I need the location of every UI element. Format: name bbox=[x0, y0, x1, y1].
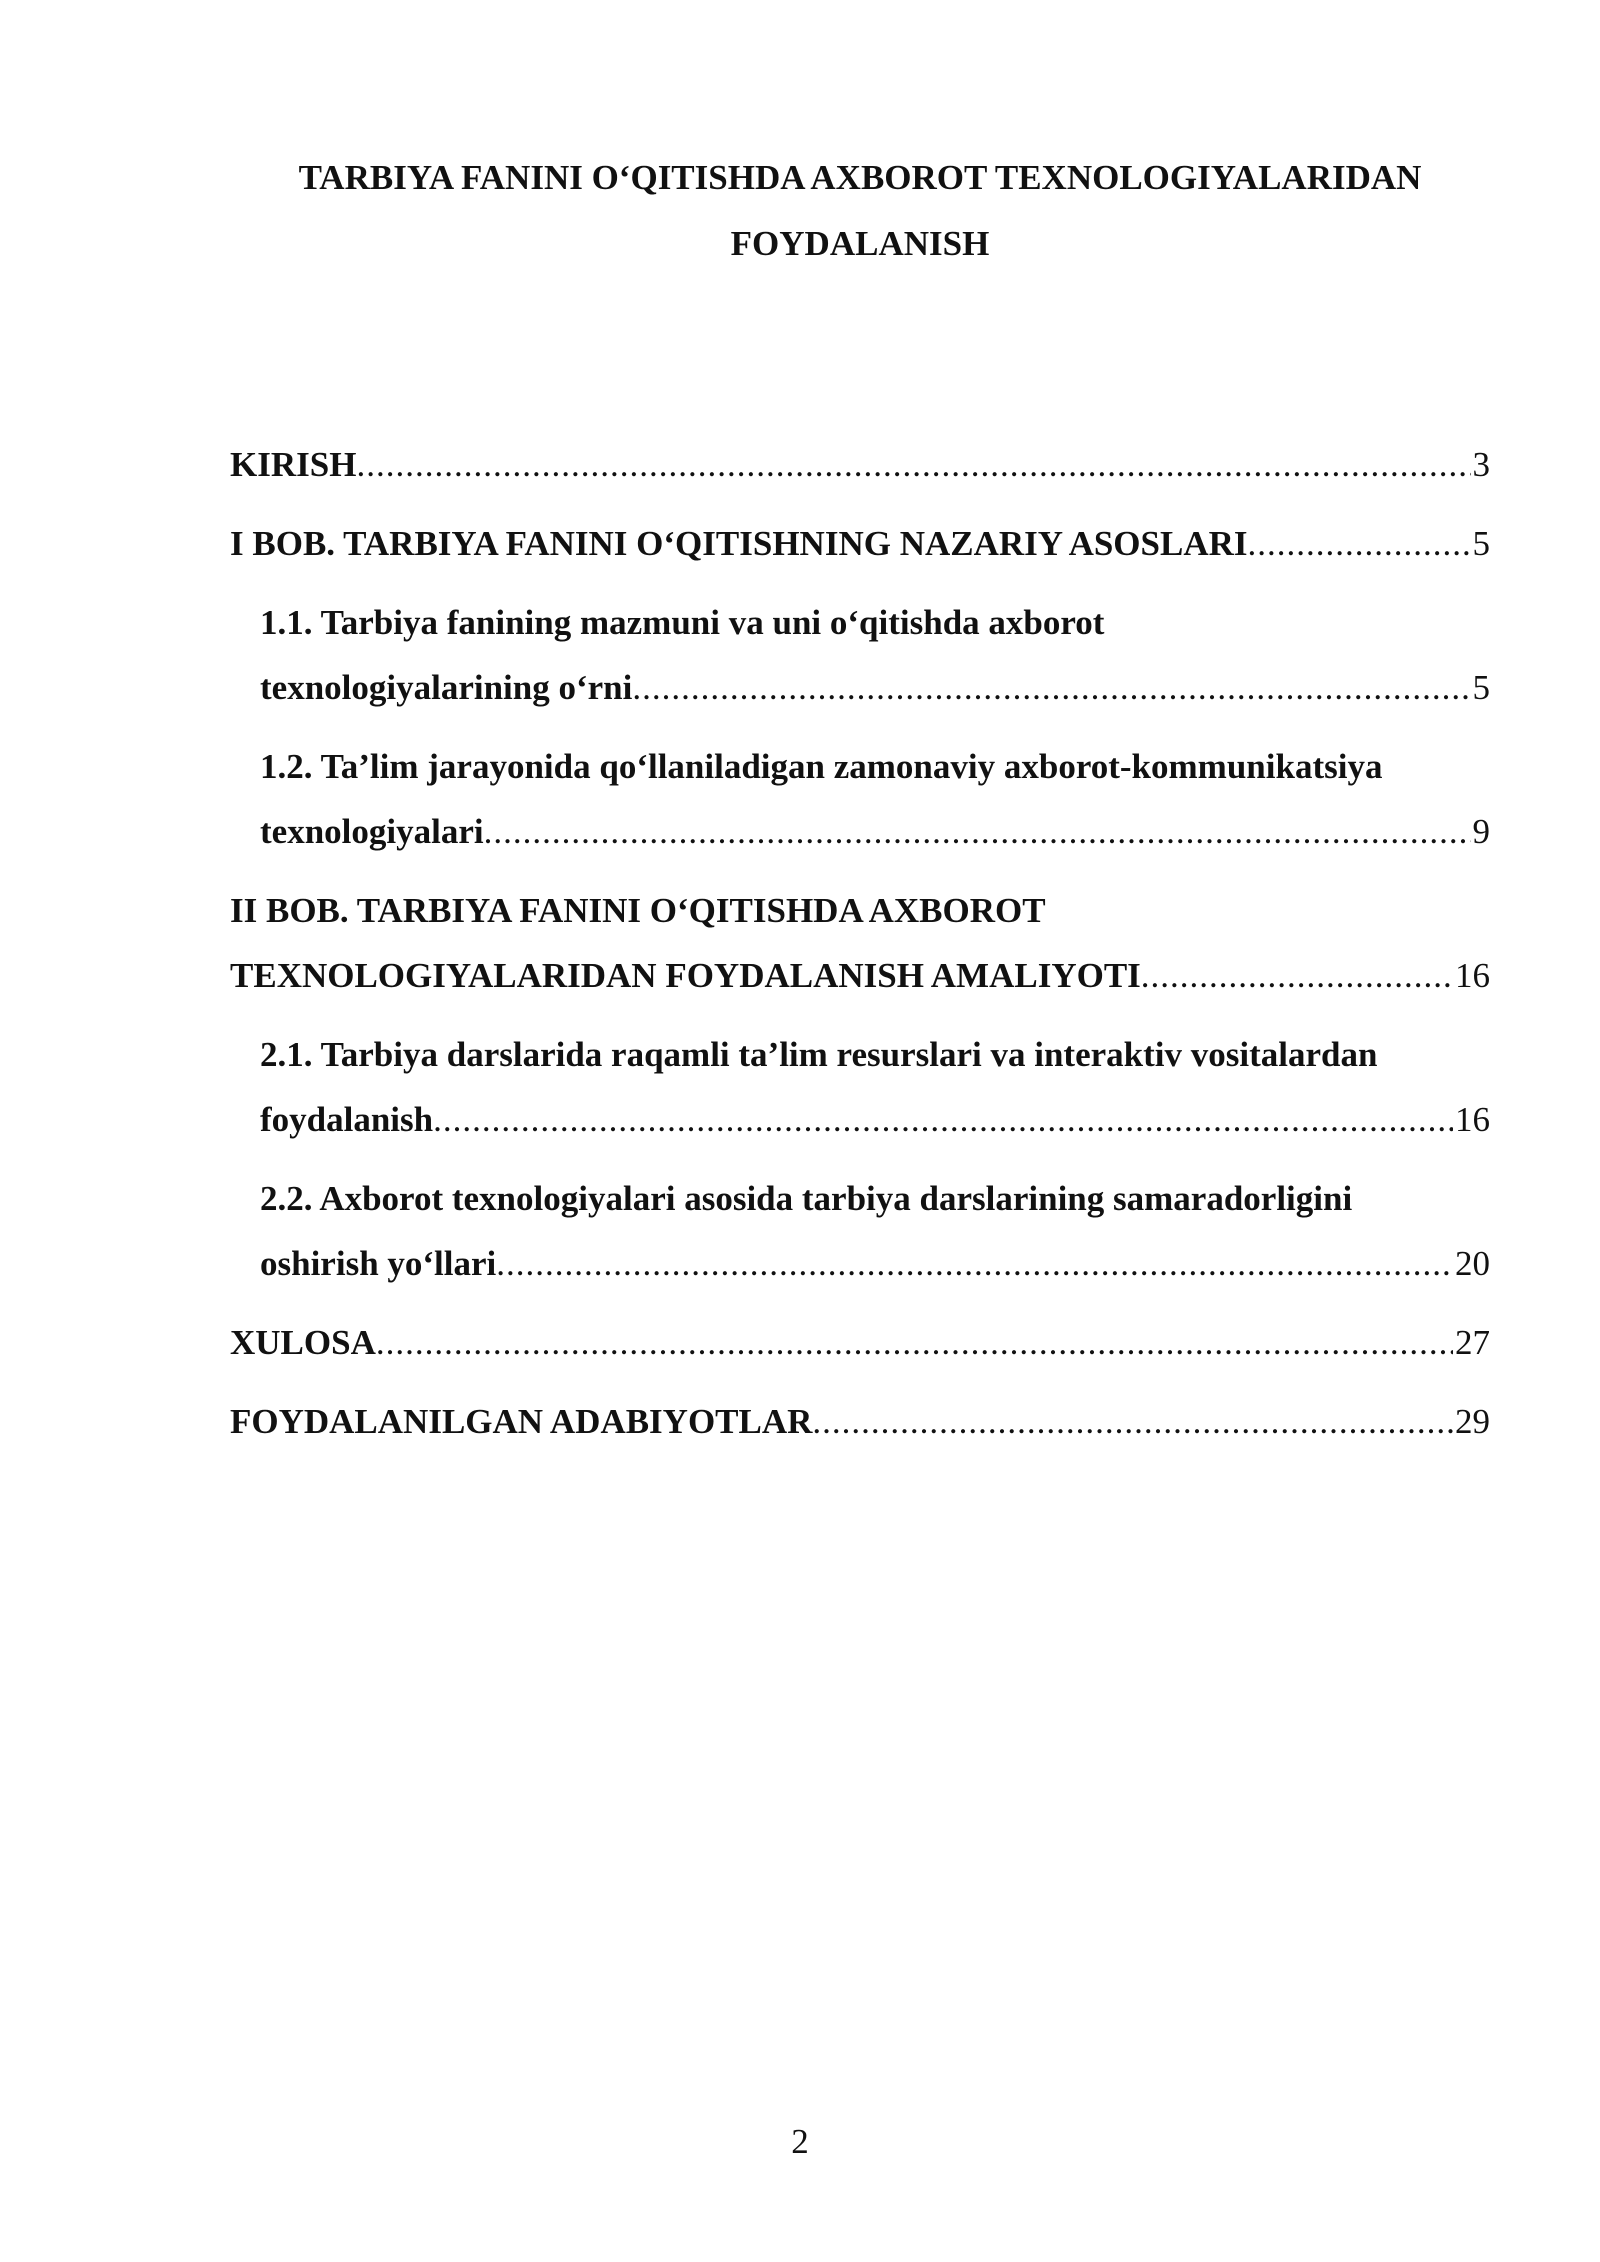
toc-entry-references[interactable] bbox=[230, 1389, 1490, 1454]
toc-leader-dots bbox=[812, 1389, 1453, 1454]
toc-leader-dots bbox=[433, 1087, 1453, 1152]
toc-entry-line bbox=[230, 1389, 1490, 1454]
toc-entry-line bbox=[260, 1231, 1490, 1296]
toc-entry-title-first-line: 1.2. Ta’lim jarayonida qo‘llaniladigan zamonaviy axborot-kommunikatsiya bbox=[260, 747, 1383, 786]
toc-entry-title: texnologiyalari bbox=[260, 812, 484, 851]
toc-entry-line bbox=[230, 511, 1490, 576]
toc-entry-line bbox=[260, 1087, 1490, 1152]
toc-entry-page: 16 bbox=[1455, 1100, 1490, 1139]
toc-leader-dots bbox=[1141, 943, 1453, 1008]
toc-entry-section-2-2[interactable] bbox=[260, 1166, 1490, 1296]
toc-entry-title: XULOSA bbox=[230, 1323, 376, 1362]
toc-entry-page: 9 bbox=[1472, 812, 1490, 851]
toc-entry-title-first-line: 1.1. Tarbiya fanining mazmuni va uni o‘qitishda axborot bbox=[260, 603, 1105, 642]
page-number: 2 bbox=[791, 2122, 809, 2161]
toc-entry-title: foydalanish bbox=[260, 1100, 434, 1139]
toc-entry-title: KIRISH bbox=[230, 445, 357, 484]
toc-entry-title-first-line: 2.1. Tarbiya darslarida raqamli ta’lim resurslari va interaktiv vositalardan bbox=[260, 1035, 1378, 1074]
toc-entry-title: oshirish yo‘llari bbox=[260, 1244, 497, 1283]
toc-entry-title: texnologiyalarining o‘rni bbox=[260, 668, 633, 707]
toc-entry-line bbox=[230, 432, 1490, 497]
toc-entry-section-2-1[interactable] bbox=[260, 1022, 1490, 1152]
toc-entry-line bbox=[260, 655, 1490, 720]
toc-leader-dots bbox=[1248, 511, 1471, 576]
title-line-1: TARBIYA FANINI O‘QITISHDA AXBOROT TEXNOLOGIYALARIDAN bbox=[298, 158, 1422, 197]
document-title bbox=[200, 145, 1520, 277]
title-line-2: FOYDALANISH bbox=[730, 224, 990, 263]
toc-entry-page: 27 bbox=[1455, 1323, 1490, 1362]
toc-entry-line bbox=[230, 943, 1490, 1008]
toc-entry-section-1-2[interactable] bbox=[260, 734, 1490, 864]
toc-entry-section-1-1[interactable] bbox=[260, 590, 1490, 720]
toc-entry-chapter-2[interactable] bbox=[230, 878, 1490, 1008]
toc-leader-dots bbox=[376, 1310, 1453, 1375]
toc-entry-page: 16 bbox=[1455, 956, 1490, 995]
toc-leader-dots bbox=[484, 799, 1471, 864]
toc-entry-chapter-1[interactable] bbox=[230, 511, 1490, 576]
toc-entry-title: I BOB. TARBIYA FANINI O‘QITISHNING NAZARIY ASOSLARI bbox=[230, 524, 1248, 563]
toc-entry-xulosa[interactable] bbox=[230, 1310, 1490, 1375]
toc-entry-kirish[interactable] bbox=[230, 432, 1490, 497]
table-of-contents bbox=[230, 432, 1490, 1468]
toc-entry-line bbox=[260, 799, 1490, 864]
toc-entry-line bbox=[230, 1310, 1490, 1375]
toc-leader-dots bbox=[632, 655, 1470, 720]
toc-leader-dots bbox=[356, 432, 1470, 497]
toc-entry-title-first-line: 2.2. Axborot texnologiyalari asosida tarbiya darslarining samaradorligini bbox=[260, 1179, 1353, 1218]
toc-entry-page: 20 bbox=[1455, 1244, 1490, 1283]
toc-entry-title: FOYDALANILGAN ADABIYOTLAR bbox=[230, 1402, 813, 1441]
toc-entry-title: TEXNOLOGIYALARIDAN FOYDALANISH AMALIYOTI bbox=[230, 956, 1141, 995]
toc-entry-page: 5 bbox=[1472, 524, 1490, 563]
toc-entry-title-first-line: II BOB. TARBIYA FANINI O‘QITISHDA AXBOROT bbox=[230, 891, 1046, 930]
toc-entry-page: 29 bbox=[1455, 1402, 1490, 1441]
toc-entry-page: 5 bbox=[1472, 668, 1490, 707]
toc-leader-dots bbox=[496, 1231, 1453, 1296]
toc-entry-page: 3 bbox=[1472, 445, 1490, 484]
